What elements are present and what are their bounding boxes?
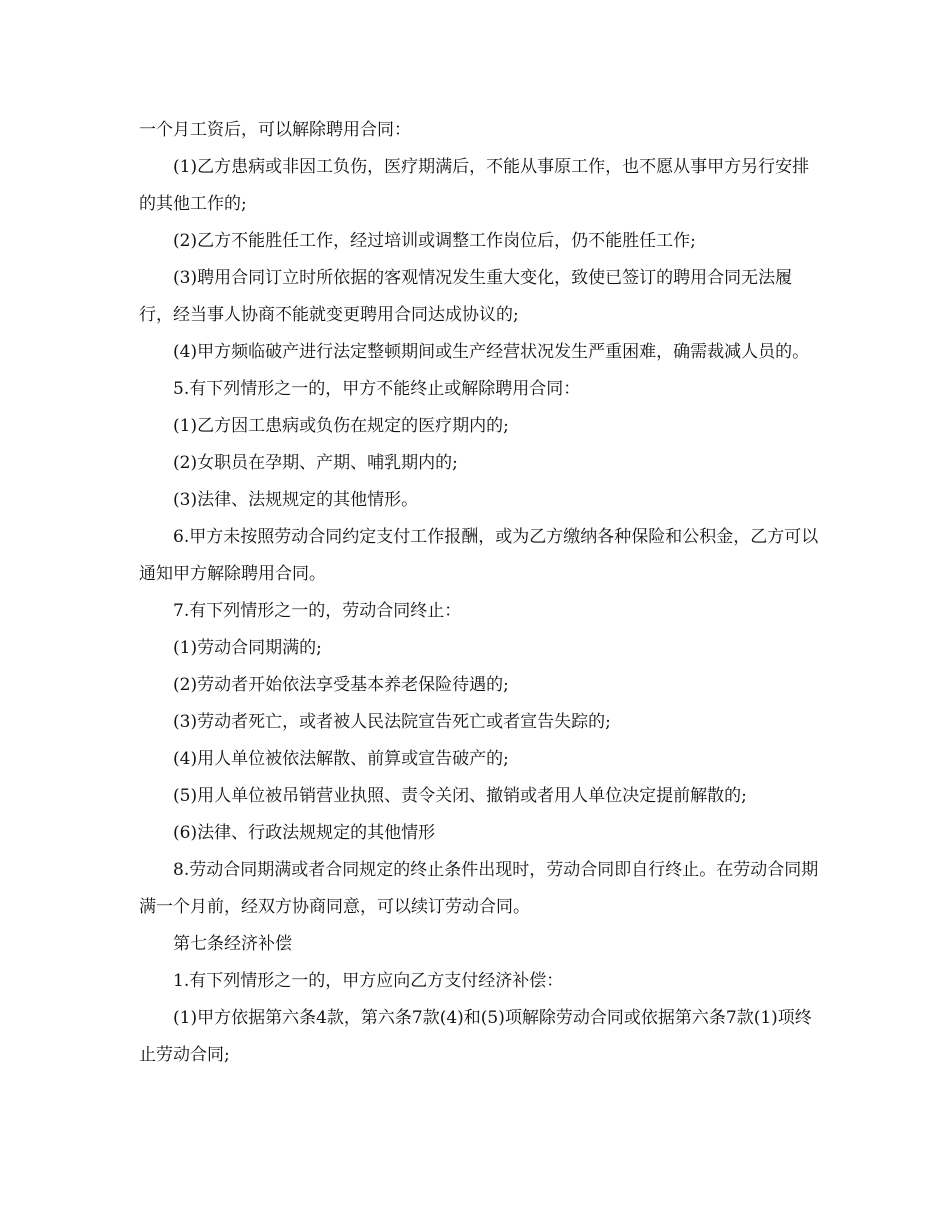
paragraph-10: 7.有下列情形之一的，劳动合同终止： [173,601,462,621]
document-body [139,112,819,1074]
paragraph-0: 一个月工资后，可以解除聘用合同： [139,120,411,140]
paragraph-12: (2)劳动者开始依法享受基本养老保险待遇的; [173,675,509,695]
paragraph-13: (3)劳动者死亡，或者被人民法院宣告死亡或者宣告失踪的; [173,712,611,732]
paragraph-9: 6.甲方未按照劳动合同约定支付工作报酬，或为乙方缴纳各种保险和公积金，乙方可以通知甲方解除聘用合同。 [139,527,819,584]
paragraph-7: (2)女职员在孕期、产期、哺乳期内的; [173,453,458,473]
paragraph-1: (1)乙方患病或非因工负伤，医疗期满后，不能从事原工作，也不愿从事甲方另行安排的其他工作的; [139,157,810,214]
paragraph-17: 8.劳动合同期满或者合同规定的终止条件出现时，劳动合同即自行终止。在劳动合同期满一个月前，经双方协商同意，可以续订劳动合同。 [139,860,819,917]
paragraph-2: (2)乙方不能胜任工作，经过培训或调整工作岗位后，仍不能胜任工作; [173,231,696,251]
section-heading: 第七条经济补偿 [173,934,292,954]
paragraph-11: (1)劳动合同期满的; [173,638,322,658]
paragraph-4: (4)甲方频临破产进行法定整顿期间或生产经营状况发生严重困难，确需裁减人员的。 [173,342,810,362]
paragraph-14: (4)用人单位被依法解散、前算或宣告破产的; [173,749,509,769]
paragraph-20: (1)甲方依据第六条4款，第六条7款(4)和(5)项解除劳动合同或依据第六条7款(1)项终止劳动合同; [139,1008,812,1065]
paragraph-16: (6)法律、行政法规规定的其他情形 [173,823,436,843]
paragraph-8: (3)法律、法规规定的其他情形。 [173,490,419,510]
paragraph-15: (5)用人单位被吊销营业执照、责令关闭、撤销或者用人单位决定提前解散的; [173,786,747,806]
paragraph-5: 5.有下列情形之一的，甲方不能终止或解除聘用合同： [173,379,581,399]
paragraph-3: (3)聘用合同订立时所依据的客观情况发生重大变化，致使已签订的聘用合同无法履行，经当事人协商不能就变更聘用合同达成协议的; [139,268,793,325]
paragraph-19: 1.有下列情形之一的，甲方应向乙方支付经济补偿： [173,971,564,991]
paragraph-6: (1)乙方因工患病或负伤在规定的医疗期内的; [173,416,509,436]
